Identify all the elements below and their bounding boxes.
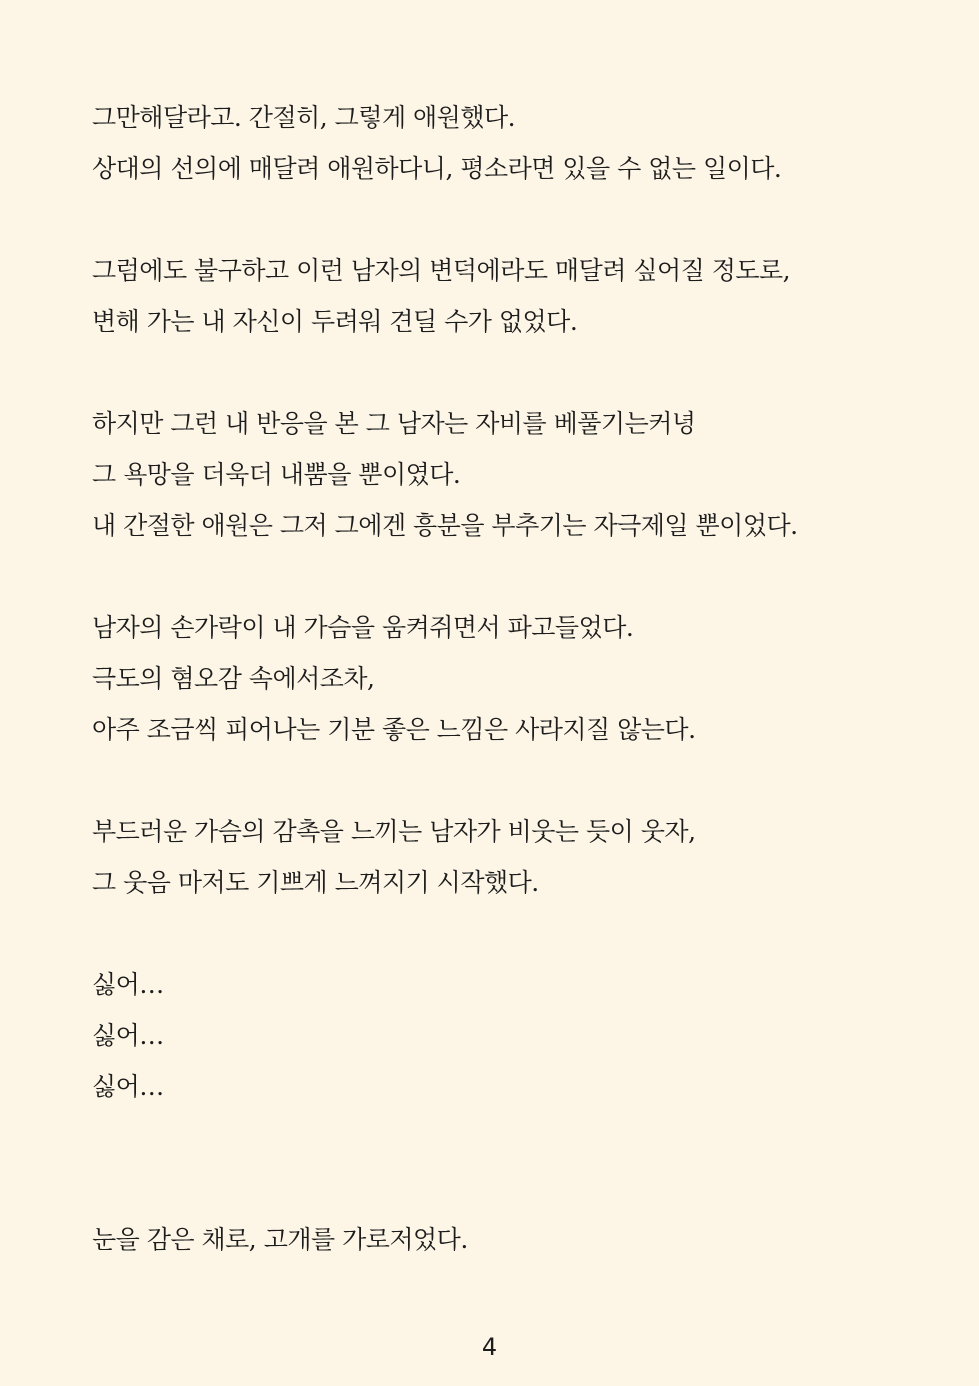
paragraph-gap [92,194,912,245]
paragraph-gap [92,908,912,959]
text-line: 눈을 감은 채로, 고개를 가로저었다. [92,1225,468,1254]
page-number: 4 [481,1333,498,1361]
text-line: 상대의 선의에 매달려 애원하다니, 평소라면 있을 수 없는 일이다. [92,154,782,183]
paragraph-gap [92,1112,912,1214]
text-line: 싫어… [92,970,164,999]
text-line: 극도의 혐오감 속에서조차, [92,664,375,693]
paragraph-gap [92,347,912,398]
text-line: 변해 가는 내 자신이 두려워 견딜 수가 없었다. [92,307,578,336]
text-line: 싫어… [92,1021,164,1050]
text-line: 하지만 그런 내 반응을 본 그 남자는 자비를 베풀기는커녕 [92,409,696,438]
text-line: 아주 조금씩 피어나는 기분 좋은 느낌은 사라지질 않는다. [92,715,696,744]
text-line: 싫어… [92,1072,164,1101]
paragraph-gap [92,755,912,806]
document-page [92,92,912,1265]
paragraph-gap [92,551,912,602]
text-line: 그 욕망을 더욱더 내뿜을 뿐이였다. [92,460,461,489]
text-line: 그만해달라고. 간절히, 그렇게 애원했다. [92,103,516,132]
text-line: 남자의 손가락이 내 가슴을 움켜쥐면서 파고들었다. [92,613,634,642]
text-line: 그 웃음 마저도 기쁘게 느껴지기 시작했다. [92,868,539,897]
text-line: 부드러운 가슴의 감촉을 느끼는 남자가 비웃는 듯이 웃자, [92,817,696,846]
text-line: 그럼에도 불구하고 이런 남자의 변덕에라도 매달려 싶어질 정도로, [92,256,791,285]
text-line: 내 간절한 애원은 그저 그에겐 흥분을 부추기는 자극제일 뿐이었다. [92,511,798,540]
